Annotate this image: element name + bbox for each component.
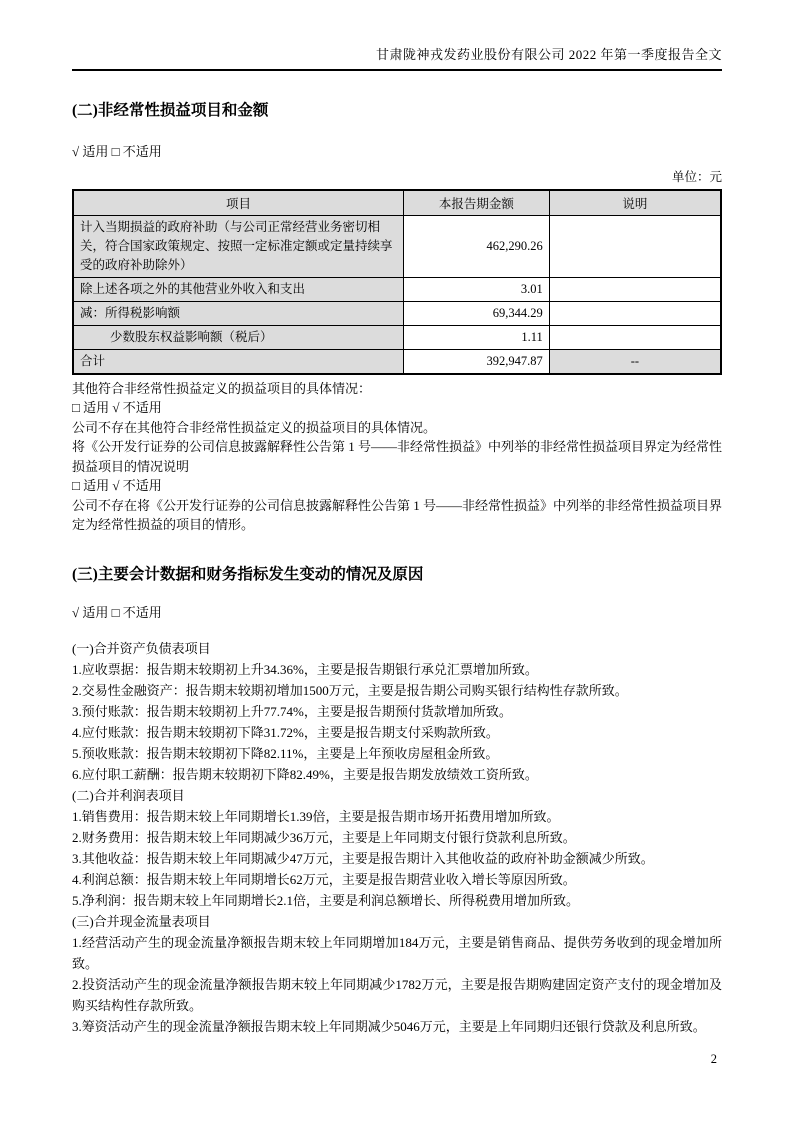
row-item-label: 计入当期损益的政府补助（与公司正常经营业务密切相关，符合国家政策规定、按照一定标准定额或定量持续享受的政府补助除外） <box>73 215 403 277</box>
statement-line: 4.利润总额：报告期末较上年同期增长62万元，主要是报告期营业收入增长等原因所致。 <box>72 871 576 887</box>
note-line: □ 适用 √ 不适用 <box>72 478 162 493</box>
row-amount: 1.11 <box>403 325 549 349</box>
row-amount: 392,947.87 <box>403 349 549 374</box>
report-header: 甘肃陇神戎发药业股份有限公司 2022 年第一季度报告全文 <box>72 44 722 71</box>
row-amount: 69,344.29 <box>403 301 549 325</box>
section2-notes <box>72 379 722 535</box>
note-line: 公司不存在将《公开发行证券的公司信息披露解释性公告第 1 号——非经常性损益》中列举的非经常性损益项目界定为经常性损益的项目的情形。 <box>72 497 723 532</box>
section-title-changes: (三)主要会计数据和财务指标发生变动的情况及原因 <box>72 565 424 583</box>
statement-line: 2.交易性金融资产：报告期末较期初增加1500万元，主要是报告期公司购买银行结构性存款所致。 <box>72 682 628 698</box>
statement-line: 3.筹资活动产生的现金流量净额报告期末较上年同期减少5046万元，主要是上年同期归还银行贷款及利息所致。 <box>72 1018 706 1034</box>
row-note: -- <box>549 349 721 374</box>
table-header-row <box>73 190 721 215</box>
statement-line: 6.应付职工薪酬：报告期末较期初下降82.49%，主要是报告期发放绩效工资所致。 <box>72 766 538 782</box>
table-row <box>73 301 721 325</box>
statement-line: (三)合并现金流量表项目 <box>72 913 211 929</box>
unit-label: 单位：元 <box>671 170 722 184</box>
table-row <box>73 325 721 349</box>
note-line: 将《公开发行证券的公司信息披露解释性公告第 1 号——非经常性损益》中列举的非经常性损益项目界定为经常性损益项目的情况说明 <box>72 439 723 474</box>
row-item-label: 合计 <box>73 349 403 374</box>
note-line: □ 适用 √ 不适用 <box>72 400 162 415</box>
non-recurring-gains-table <box>72 189 722 375</box>
statement-line: 2.财务费用：报告期末较上年同期减少36万元，主要是上年同期支付银行贷款利息所致。 <box>72 829 576 845</box>
statement-line: 1.销售费用：报告期末较上年同期增长1.39倍，主要是报告期市场开拓费用增加所致。 <box>72 808 560 824</box>
statement-line: 4.应付账款：报告期末较期初下降31.72%，主要是报告期支付采购款所致。 <box>72 724 499 740</box>
row-item-label: 除上述各项之外的其他营业外收入和支出 <box>73 277 403 301</box>
row-note <box>549 277 721 301</box>
statement-line: (一)合并资产负债表项目 <box>72 640 211 656</box>
row-note <box>549 215 721 277</box>
statement-line: 3.预付账款：报告期末较期初上升77.74%，主要是报告期预付货款增加所致。 <box>72 703 512 719</box>
row-item-label: 减：所得税影响额 <box>73 301 403 325</box>
column-header-note: 说明 <box>549 190 721 215</box>
row-amount: 462,290.26 <box>403 215 549 277</box>
statement-line: (二)合并利润表项目 <box>72 787 185 803</box>
applicability-line: √ 适用 □ 不适用 <box>72 604 162 620</box>
statement-line: 1.经营活动产生的现金流量净额报告期末较上年同期增加184万元，主要是销售商品、提供劳务收到的现金增加所致。 <box>72 934 722 971</box>
statement-line: 2.投资活动产生的现金流量净额报告期末较上年同期减少1782万元，主要是报告期购建固定资产支付的现金增加及购买结构性存款所致。 <box>72 976 722 1013</box>
row-amount: 3.01 <box>403 277 549 301</box>
table-row <box>73 215 721 277</box>
statement-line: 5.预收账款：报告期末较期初下降82.11%，主要是上年预收房屋租金所致。 <box>72 745 499 761</box>
column-header-item: 项目 <box>73 190 403 215</box>
note-line: 其他符合非经常性损益定义的损益项目的具体情况： <box>72 380 372 396</box>
column-header-amount: 本报告期金额 <box>403 190 549 215</box>
table-row-total <box>73 349 721 374</box>
table-row <box>73 277 721 301</box>
page-number: 2 <box>710 1052 717 1066</box>
statement-line: 3.其他收益：报告期末较上年同期减少47万元，主要是报告期计入其他收益的政府补助金额减少所致。 <box>72 850 654 866</box>
statement-line: 5.净利润：报告期末较上年同期增长2.1倍，主要是利润总额增长、所得税费用增加所致。 <box>72 892 580 908</box>
row-item-label: 少数股东权益影响额（税后） <box>73 325 403 349</box>
row-note <box>549 325 721 349</box>
applicability-line: √ 适用 □ 不适用 <box>72 144 162 159</box>
note-line: 公司不存在其他符合非经常性损益定义的损益项目的具体情况。 <box>72 419 437 435</box>
row-note <box>549 301 721 325</box>
statement-line: 1.应收票据：报告期末较期初上升34.36%，主要是报告期银行承兑汇票增加所致。 <box>72 661 538 677</box>
section-title-non-recurring: (二)非经常性损益项目和金额 <box>72 102 269 119</box>
section3-statements <box>72 638 722 1037</box>
